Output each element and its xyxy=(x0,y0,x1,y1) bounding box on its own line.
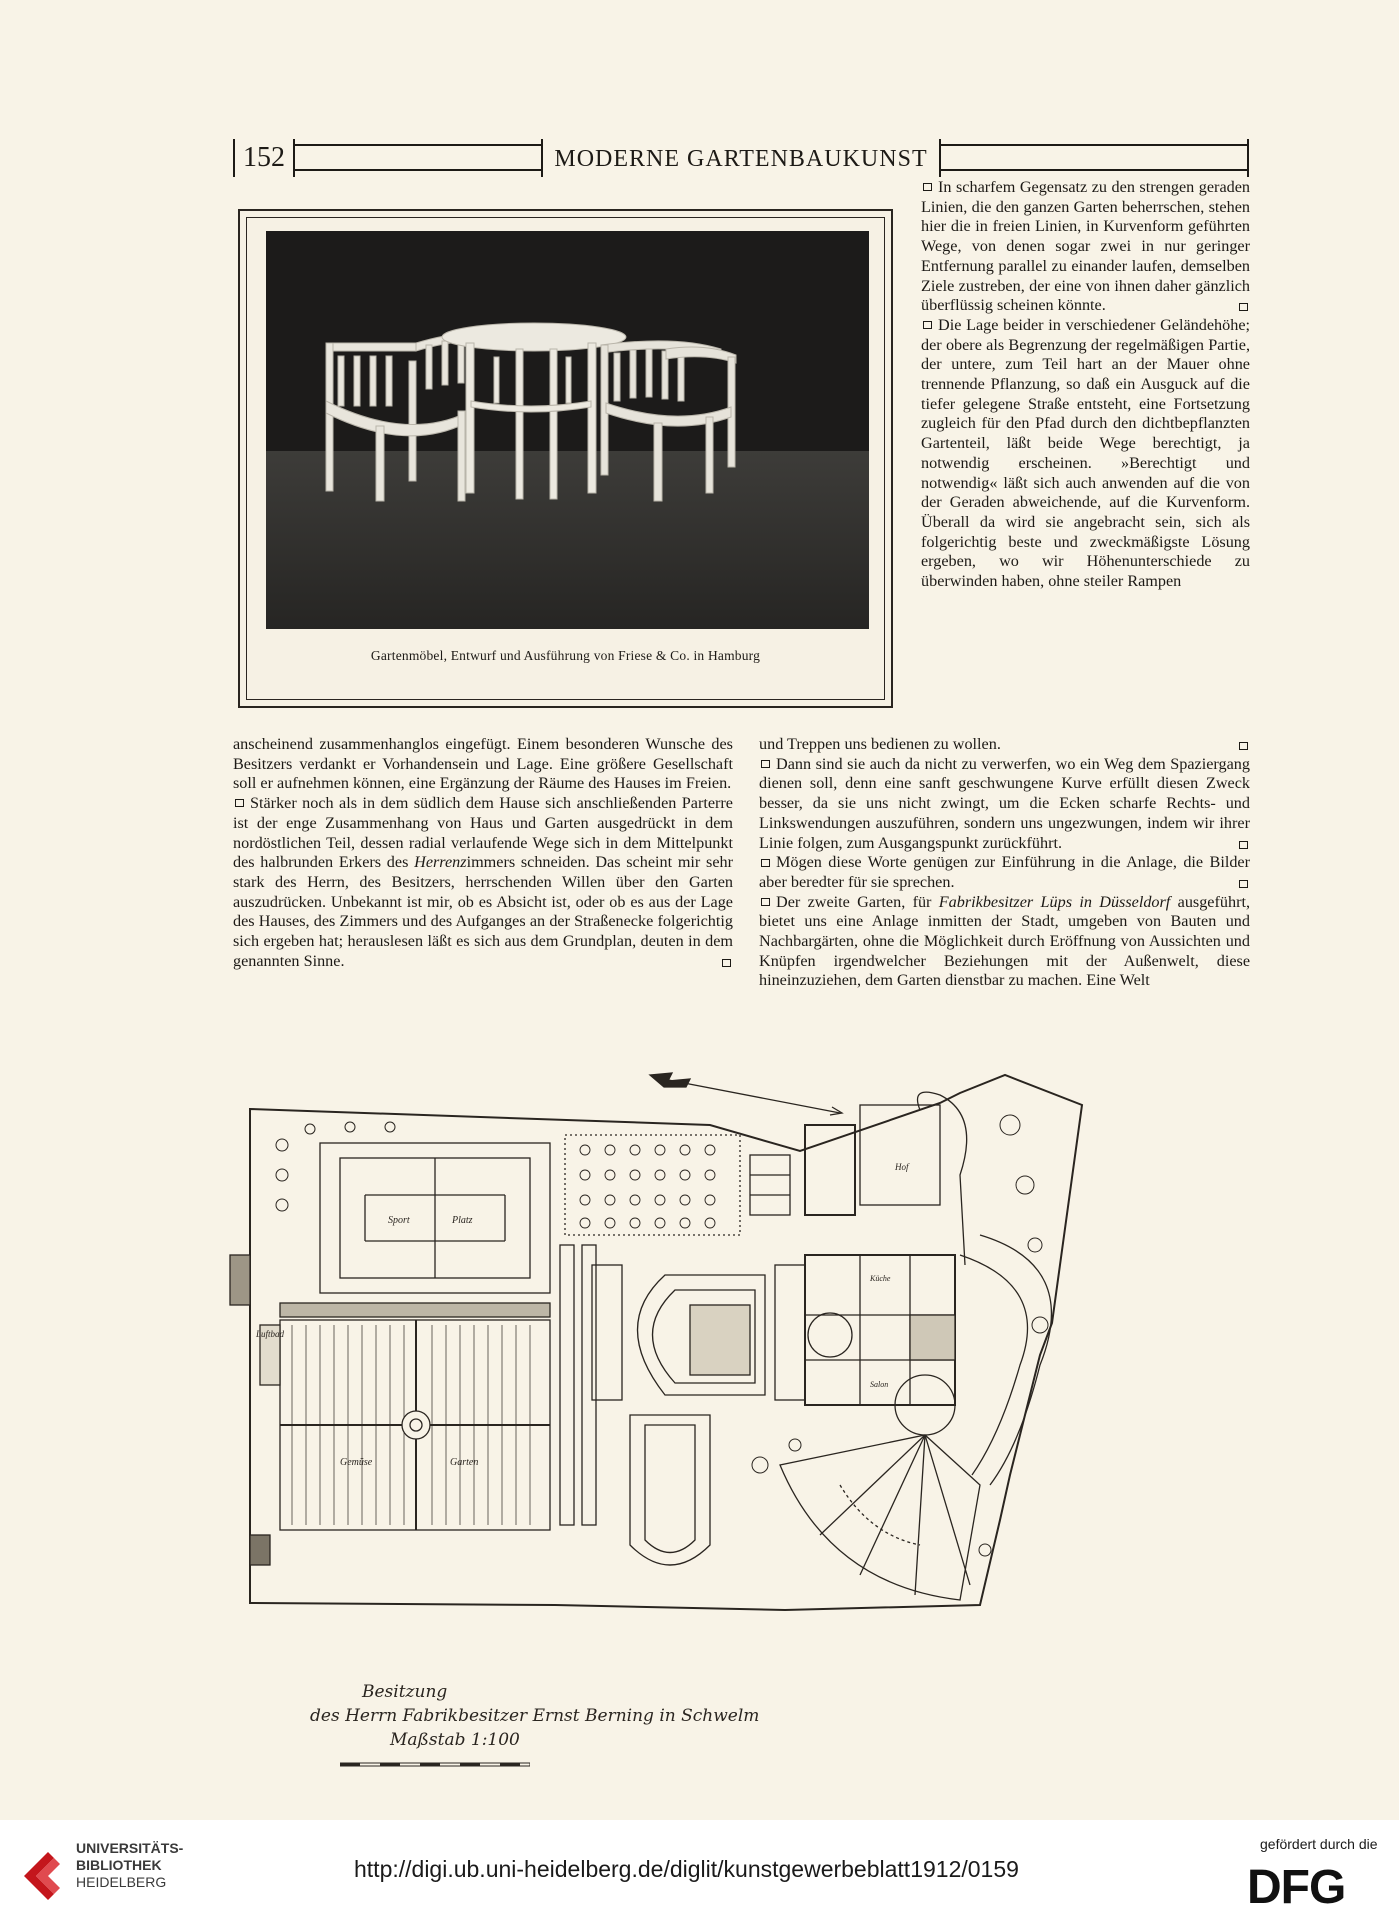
page-number: 152 xyxy=(233,139,295,177)
paragraph-end-mark-icon xyxy=(1239,841,1248,849)
header-rule xyxy=(295,144,541,146)
paragraph: Die Lage beider in verschiedener Geländehöhe; der obere als Begrenzung der regelmäßigen Partie, der untere, zum Teil hart an der Mauer ohne trennende Pflanzung, so daß ein Ausguck auf die tiefer gelegene Straße entsteht, eine Fortsetzung zugleich für den Pfad durch den dichtbepflanzten Gartenteil, läßt beide Wege berechtigt, ja notwendig erscheinen. »Berechtigt und notwendig« läßt sich auch anwenden auf die von der Geraden abweichende, auf die Kurvenform. Überall da wird sie angebracht sein, sich als folgerichtig beste und zweckmäßigste Lösung ergeben, wo wir Höhenunterschiede zu überwinden haben, ohne steiler Rampen xyxy=(921,315,1250,591)
dfg-logo: DFG xyxy=(1247,1861,1346,1914)
garden-plan-drawing xyxy=(220,1065,1306,1635)
source-url-link[interactable]: http://digi.ub.uni-heidelberg.de/diglit/kunstgewerbeblatt1912/0159 xyxy=(354,1856,1019,1882)
plan-label-luftbad: Luftbad xyxy=(256,1329,285,1339)
plan-label-gemuese: Gemüse xyxy=(340,1457,373,1468)
funding-label: gefördert durch die xyxy=(1260,1836,1378,1852)
plan-label-platz: Platz xyxy=(452,1215,473,1226)
paragraph-end-mark-icon xyxy=(722,959,731,967)
paragraph-mark-icon xyxy=(235,799,244,807)
header-rule xyxy=(941,169,1247,171)
journal-title: MODERNE GARTENBAUKUNST xyxy=(541,139,941,177)
photo-figure xyxy=(238,209,893,708)
plan-label-salon: Salon xyxy=(870,1380,889,1389)
paragraph-mark-icon xyxy=(761,898,770,906)
plan-title-line: Maßstab 1:100 xyxy=(390,1730,520,1750)
university-logo-icon xyxy=(20,1846,70,1911)
paragraph: Der zweite Garten, für Fabrikbesitzer Lüps in Düsseldorf ausgeführt, bietet uns eine Anlage inmitten der Stadt, umgeben von Bauten und Nachbargärten, ohne die Möglichkeit durch Eröffnung von Aussichten und Knüpfen irgendwelcher Beziehungen mit der Außenwelt, diese hineinzuziehen, dem Garten dienstbar zu machen. Eine Welt xyxy=(759,892,1251,990)
text-column-right xyxy=(759,735,1250,991)
paragraph-end-mark-icon xyxy=(1239,880,1248,888)
paragraph: anscheinend zusammenhanglos eingefügt. Einem besonderen Wunsche des Besitzers verdankt er Vorhandensein und Lage. Eine größere Gesellschaft soll er aufnehmen können, eine Ergänzung der Räume des Hauses im Freien. xyxy=(233,735,733,793)
scale-bar xyxy=(340,1761,530,1769)
garden-furniture-illustration xyxy=(266,231,869,629)
header-rule xyxy=(941,144,1247,146)
paragraph-mark-icon xyxy=(761,760,770,768)
paragraph-end-mark-icon xyxy=(1239,303,1248,311)
university-name: UNIVERSITÄTS- BIBLIOTHEK HEIDELBERG xyxy=(76,1840,184,1890)
north-arrow-icon xyxy=(650,1073,842,1115)
paragraph-mark-icon xyxy=(923,183,932,191)
garden-plan xyxy=(220,1065,1306,1635)
photo-caption: Gartenmöbel, Entwurf und Ausführung von Friese & Co. in Hamburg xyxy=(370,648,761,663)
plan-title-line: Besitzung xyxy=(362,1682,448,1702)
header-rule xyxy=(295,169,541,171)
paragraph-end-mark-icon xyxy=(1239,742,1248,750)
paragraph: und Treppen uns bedienen zu wollen. xyxy=(759,735,1250,755)
running-header xyxy=(233,139,1250,177)
paragraph: Stärker noch als in dem südlich dem Hause sich anschließenden Parterre ist der enge Zusammenhang von Haus und Garten ausgedrückt in dem nordöstlichen Teil, dessen radial verlaufende Wege sich in dem Mittelpunkt des halbrunden Erkers des Herrenzimmers schneiden. Das scheint mir sehr stark des Herrn, des Besitzers, herrschenden Willen über den Garten auszudrücken. Unbekannt ist mir, ob es Absicht ist, oder ob es aus der Lage des Hauses, des Zimmers und des Aufganges an der Straßenecke folgerichtig sich ergeben hat; herauslesen läßt es sich aus dem Grundplan, deuten in dem genannten Sinne. xyxy=(233,794,733,970)
paragraph-mark-icon xyxy=(761,859,770,867)
digitization-footer xyxy=(0,1820,1399,1923)
plan-title xyxy=(310,1680,759,1776)
plan-label-kueche: Küche xyxy=(870,1274,891,1283)
paragraph-mark-icon xyxy=(923,321,932,329)
paragraph: Mögen diese Worte genügen zur Einführung in die Anlage, die Bilder aber beredter für sie sprechen. xyxy=(759,853,1250,891)
plan-label-garten: Garten xyxy=(450,1457,479,1468)
text-column-right-top xyxy=(921,178,1250,592)
header-end-line xyxy=(1247,139,1249,177)
plan-title-line: des Herrn Fabrikbesitzer Ernst Berning in Schwelm xyxy=(310,1706,760,1726)
text-column-left xyxy=(233,735,733,971)
plan-label-hof: Hof xyxy=(895,1162,909,1172)
paragraph: Dann sind sie auch da nicht zu verwerfen, wo ein Weg dem Spaziergang dienen soll, denn eine sanft geschwungene Kurve erfüllt diesen Zweck besser, da sie uns nicht zwingt, um die Ecken scharfe Rechts- und Linkswendungen auszuführen, sondern uns ungezwungen, indem wir ihrer Linie folgen, zum Ausgangspunkt zurückführt. xyxy=(759,754,1250,852)
paragraph: In scharfem Gegensatz zu den strengen geraden Linien, die den ganzen Garten beherrschen, stehen hier die in freien Linien, in Kurvenform geführten Wege, von denen sogar zwei in nur geringer Entfernung parallel zu einander laufen, demselben Ziele zustreben, der eine von ihnen daher gänzlich überflüssig scheinen könnte. xyxy=(921,178,1250,315)
garden-furniture-photo xyxy=(266,231,869,629)
plan-label-sport: Sport xyxy=(388,1215,410,1226)
